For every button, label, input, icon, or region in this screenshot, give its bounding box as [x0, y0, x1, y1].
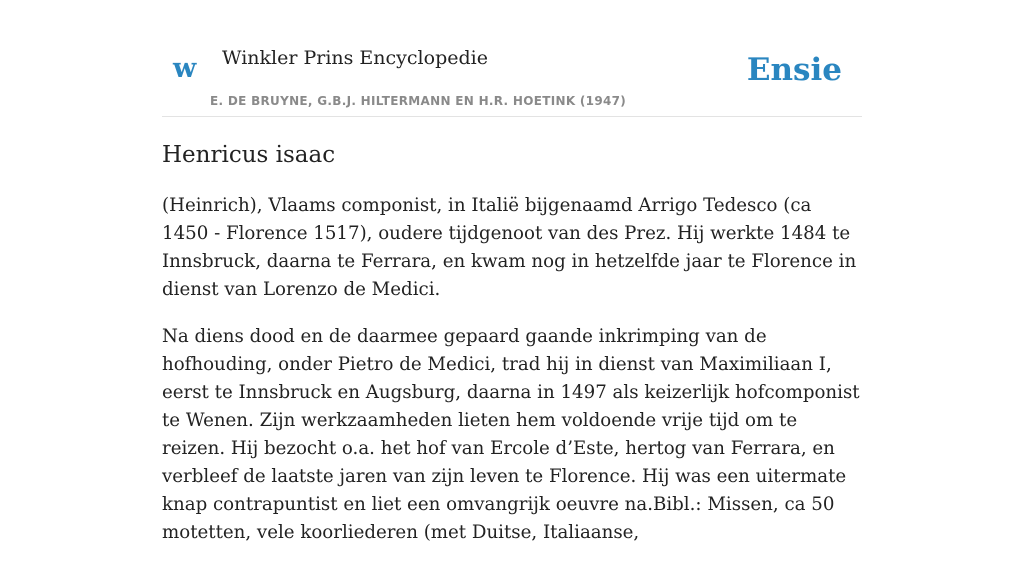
source-authors: E. DE BRUYNE, G.B.J. HILTERMANN EN H.R. HOETINK (1947) — [210, 94, 627, 108]
article-body — [162, 192, 862, 566]
source-header — [162, 0, 862, 117]
ensie-logo[interactable]: Ensie — [746, 52, 842, 88]
article-paragraph: Na diens dood en de daarmee gepaard gaande inkrimping van de hofhouding, onder Pietro de Medici, trad hij in dienst van Maximiliaan I, eerst te Innsbruck en Augsburg, daarna in 1497 als keizerlijk hofcomponist te Wenen. Zijn werkzaamheden lieten hem voldoende vrije tijd om te reizen. Hij bezocht o.a. het hof van Ercole d’Este, hertog van Ferrara, en verbleef de laatste jaren van zijn leven te Florence. Hij was een uitermate knap contrapuntist en liet een omvangrijk oeuvre na.Bibl.: Missen, ca 50 motetten, vele koorliederen (met Duitse, Italiaanse, — [162, 326, 860, 543]
article-paragraph: (Heinrich), Vlaams componist, in Italië bijgenaamd Arrigo Tedesco (ca 1450 - Florence 1517), oudere tijdgenoot van des Prez. Hij werkte 1484 te Innsbruck, daarna te Ferrara, en kwam nog in hetzelfde jaar te Florence in dienst van Lorenzo de Medici. — [162, 195, 857, 300]
article-page — [162, 0, 862, 543]
winkler-prins-logo[interactable]: w — [173, 53, 197, 84]
article-title: Henricus isaac — [162, 142, 336, 168]
source-title-link[interactable]: Winkler Prins Encyclopedie — [222, 47, 488, 69]
